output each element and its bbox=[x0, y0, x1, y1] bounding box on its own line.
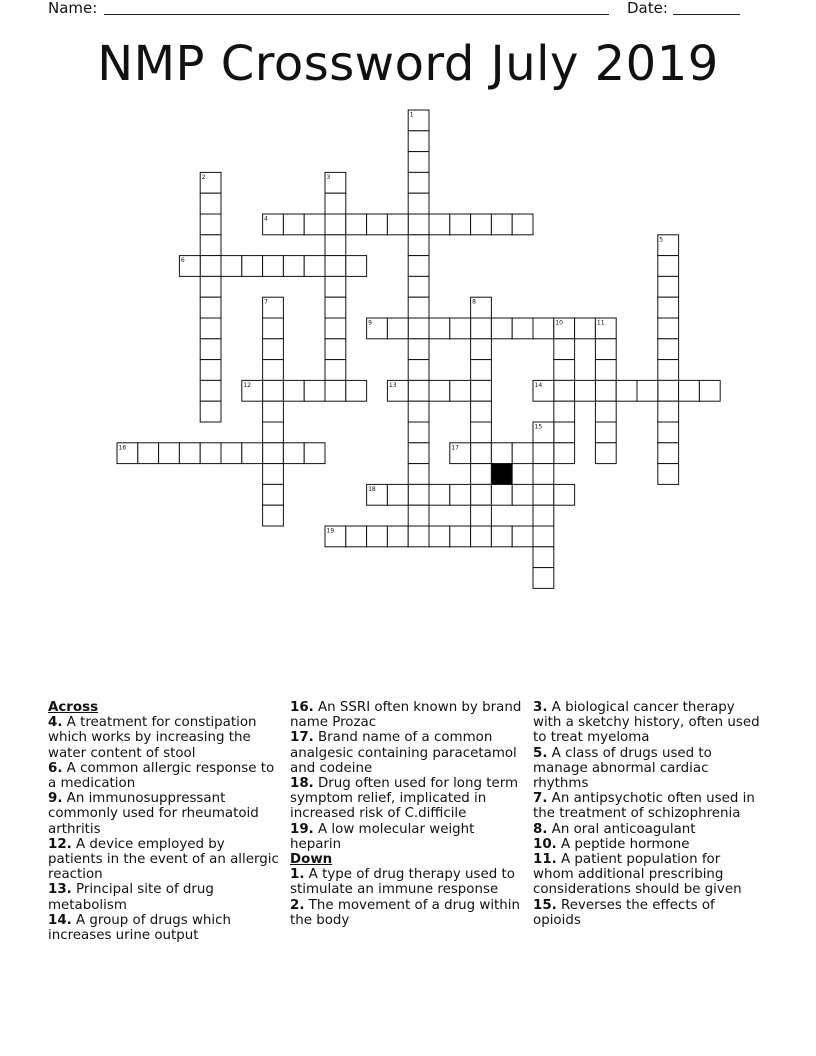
down-clue bbox=[533, 837, 765, 852]
clue-num: 19. bbox=[290, 821, 314, 837]
grid-cell[interactable] bbox=[408, 422, 429, 443]
name-label: Name: bbox=[48, 0, 98, 17]
down-clue bbox=[533, 746, 765, 792]
clue-num: 2. bbox=[290, 897, 305, 913]
down-clue bbox=[533, 822, 765, 837]
clue-text: A treatment for constipation which works by increasing the water content of stool bbox=[48, 715, 257, 761]
grid-cell[interactable] bbox=[575, 318, 596, 339]
grid-cell[interactable] bbox=[595, 401, 616, 422]
grid-cell[interactable] bbox=[491, 484, 512, 505]
grid-cell[interactable] bbox=[658, 256, 679, 277]
grid-cell[interactable] bbox=[471, 464, 492, 485]
grid-cell[interactable] bbox=[595, 339, 616, 360]
grid-cell[interactable] bbox=[554, 380, 575, 401]
grid-cell[interactable] bbox=[471, 360, 492, 381]
grid-cell[interactable] bbox=[408, 276, 429, 297]
across-clue bbox=[290, 822, 522, 852]
grid-cell[interactable] bbox=[242, 443, 263, 464]
across-clue bbox=[48, 913, 280, 943]
grid-cell[interactable] bbox=[387, 318, 408, 339]
clue-number-18: 18 bbox=[368, 485, 376, 493]
clue-num: 3. bbox=[533, 700, 548, 715]
grid-cell[interactable] bbox=[325, 360, 346, 381]
grid-cell[interactable] bbox=[450, 318, 471, 339]
clue-text: Brand name of a common analgesic containing paracetamol and codeine bbox=[290, 730, 517, 776]
grid-cell[interactable] bbox=[325, 214, 346, 235]
grid-cell[interactable] bbox=[554, 484, 575, 505]
grid-cell[interactable] bbox=[263, 360, 284, 381]
grid-cell[interactable] bbox=[200, 360, 221, 381]
clue-number-11: 11 bbox=[596, 319, 605, 327]
grid-cell[interactable] bbox=[533, 464, 554, 485]
clue-text: An immunosuppressant commonly used for rheumatoid arthritis bbox=[48, 791, 259, 837]
date-label: Date: bbox=[627, 0, 668, 17]
grid-cell[interactable] bbox=[408, 401, 429, 422]
grid-cell[interactable] bbox=[595, 422, 616, 443]
grid-cell[interactable] bbox=[263, 443, 284, 464]
grid-cell[interactable] bbox=[263, 339, 284, 360]
grid-cell[interactable] bbox=[387, 214, 408, 235]
clue-text: A common allergic response to a medication bbox=[48, 760, 275, 792]
clue-text: A patient population for whom additional prescribing considerations should be given bbox=[533, 852, 742, 898]
grid-cell[interactable] bbox=[263, 380, 284, 401]
grid-cell[interactable] bbox=[491, 214, 512, 235]
grid-cell[interactable] bbox=[658, 401, 679, 422]
clue-text: A peptide hormone bbox=[556, 836, 690, 852]
clue-number-15: 15 bbox=[534, 423, 543, 431]
grid-cell[interactable] bbox=[429, 380, 450, 401]
grid-cell[interactable] bbox=[200, 443, 221, 464]
grid-cell[interactable] bbox=[325, 339, 346, 360]
clue-num: 12. bbox=[48, 836, 72, 852]
down-clue bbox=[533, 700, 765, 746]
grid-cell[interactable] bbox=[242, 256, 263, 277]
across-clue bbox=[48, 761, 280, 791]
grid-cell[interactable] bbox=[200, 276, 221, 297]
clue-text: Drug often used for long term symptom relief, implicated in increased risk of C.difficile bbox=[290, 776, 519, 822]
across-clue bbox=[48, 791, 280, 837]
clue-num: 18. bbox=[290, 776, 314, 792]
grid-cell[interactable] bbox=[429, 526, 450, 547]
grid-cell[interactable] bbox=[595, 443, 616, 464]
grid-cell[interactable] bbox=[304, 256, 325, 277]
clue-text: A group of drugs which increases urine output bbox=[48, 912, 231, 944]
clue-num: 9. bbox=[48, 791, 63, 807]
grid-cell[interactable] bbox=[471, 526, 492, 547]
grid-cell[interactable] bbox=[595, 360, 616, 381]
down-heading: Down bbox=[290, 852, 333, 868]
grid-cell[interactable] bbox=[491, 443, 512, 464]
across-clue bbox=[290, 700, 522, 730]
grid-cell[interactable] bbox=[512, 526, 533, 547]
across-clue bbox=[48, 715, 280, 761]
clue-number-5: 5 bbox=[659, 236, 664, 244]
grid-cell[interactable] bbox=[533, 547, 554, 568]
grid-cell[interactable] bbox=[408, 214, 429, 235]
grid-cell[interactable] bbox=[263, 422, 284, 443]
grid-cell[interactable] bbox=[304, 380, 325, 401]
grid-cell[interactable] bbox=[387, 484, 408, 505]
clue-num: 8. bbox=[533, 821, 548, 837]
grid-cell[interactable] bbox=[200, 214, 221, 235]
grid-cell[interactable] bbox=[679, 380, 700, 401]
grid-cell[interactable] bbox=[512, 318, 533, 339]
across-clue bbox=[48, 882, 280, 912]
clue-number-10: 10 bbox=[555, 319, 563, 327]
clue-num: 6. bbox=[48, 760, 63, 776]
clue-text: A device employed by patients in the event of an allergic reaction bbox=[48, 836, 279, 883]
grid-cell[interactable] bbox=[471, 401, 492, 422]
grid-cell[interactable] bbox=[533, 443, 554, 464]
grid-cell[interactable] bbox=[200, 380, 221, 401]
clue-number-16: 16 bbox=[118, 444, 127, 452]
clues-column-1 bbox=[48, 700, 280, 943]
grid-cell[interactable] bbox=[450, 526, 471, 547]
grid-cell[interactable] bbox=[658, 339, 679, 360]
clue-num: 13. bbox=[48, 882, 72, 898]
grid-cell[interactable] bbox=[429, 214, 450, 235]
grid-cell[interactable] bbox=[429, 484, 450, 505]
grid-cell[interactable] bbox=[346, 380, 367, 401]
grid-cell[interactable] bbox=[387, 526, 408, 547]
grid-cell[interactable] bbox=[408, 318, 429, 339]
clue-text: The movement of a drug within the body bbox=[290, 897, 520, 928]
grid-cell[interactable] bbox=[450, 214, 471, 235]
clue-num: 4. bbox=[48, 715, 63, 731]
grid-cell[interactable] bbox=[471, 380, 492, 401]
grid-cell[interactable] bbox=[408, 464, 429, 485]
grid-cell[interactable] bbox=[283, 214, 304, 235]
grid-cell[interactable] bbox=[367, 526, 388, 547]
grid-cell[interactable] bbox=[408, 380, 429, 401]
shaded-cell bbox=[491, 464, 512, 485]
grid-cell[interactable] bbox=[263, 505, 284, 526]
grid-cell[interactable] bbox=[325, 318, 346, 339]
grid-cell[interactable] bbox=[554, 401, 575, 422]
grid-cell[interactable] bbox=[471, 214, 492, 235]
grid-cell[interactable] bbox=[200, 193, 221, 214]
grid-cell[interactable] bbox=[429, 318, 450, 339]
clue-num: 16. bbox=[290, 700, 314, 715]
clue-num: 1. bbox=[290, 867, 305, 883]
grid-cell[interactable] bbox=[159, 443, 180, 464]
grid-cell[interactable] bbox=[283, 256, 304, 277]
grid-cell[interactable] bbox=[200, 256, 221, 277]
clue-num: 17. bbox=[290, 730, 314, 746]
clue-text: An oral anticoagulant bbox=[547, 821, 696, 837]
grid-cell[interactable] bbox=[200, 318, 221, 339]
down-clue bbox=[533, 852, 765, 898]
grid-cell[interactable] bbox=[450, 484, 471, 505]
grid-cell[interactable] bbox=[346, 256, 367, 277]
clues-column-2 bbox=[290, 700, 522, 928]
grid-cell[interactable] bbox=[367, 214, 388, 235]
grid-cell[interactable] bbox=[283, 443, 304, 464]
grid-cell[interactable] bbox=[179, 443, 200, 464]
grid-cell[interactable] bbox=[346, 214, 367, 235]
down-clue bbox=[533, 898, 765, 928]
grid-cell[interactable] bbox=[325, 256, 346, 277]
clue-text: A low molecular weight heparin bbox=[290, 821, 475, 852]
grid-cell[interactable] bbox=[325, 276, 346, 297]
grid-cell[interactable] bbox=[533, 505, 554, 526]
grid-cell[interactable] bbox=[554, 339, 575, 360]
clue-text: An SSRI often known by brand name Prozac bbox=[290, 700, 522, 731]
clue-num: 7. bbox=[533, 791, 548, 807]
grid-cell[interactable] bbox=[408, 152, 429, 173]
clue-number-1: 1 bbox=[409, 111, 414, 119]
grid-cell[interactable] bbox=[512, 443, 533, 464]
grid-cell[interactable] bbox=[408, 443, 429, 464]
across-clue bbox=[290, 730, 522, 776]
grid-cell[interactable] bbox=[221, 256, 242, 277]
clue-num: 15. bbox=[533, 897, 557, 913]
grid-cell[interactable] bbox=[554, 422, 575, 443]
grid-cell[interactable] bbox=[200, 297, 221, 318]
clue-text: Reverses the effects of opioids bbox=[533, 897, 715, 928]
clue-number-6: 6 bbox=[180, 257, 185, 265]
grid-cell[interactable] bbox=[408, 256, 429, 277]
clue-number-9: 9 bbox=[368, 319, 372, 327]
grid-cell[interactable] bbox=[408, 131, 429, 152]
grid-cell[interactable] bbox=[595, 380, 616, 401]
grid-cell[interactable] bbox=[533, 568, 554, 589]
grid-cell[interactable] bbox=[512, 484, 533, 505]
grid-cell[interactable] bbox=[658, 443, 679, 464]
grid-cell[interactable] bbox=[575, 380, 596, 401]
down-clue bbox=[290, 867, 522, 897]
grid-cell[interactable] bbox=[408, 235, 429, 256]
grid-cell[interactable] bbox=[408, 526, 429, 547]
grid-cell[interactable] bbox=[658, 422, 679, 443]
clue-num: 11. bbox=[533, 852, 557, 868]
grid-cell[interactable] bbox=[408, 505, 429, 526]
grid-cell[interactable] bbox=[533, 526, 554, 547]
grid-cell[interactable] bbox=[283, 380, 304, 401]
grid-cell[interactable] bbox=[263, 256, 284, 277]
grid-cell[interactable] bbox=[658, 297, 679, 318]
grid-cell[interactable] bbox=[408, 484, 429, 505]
grid-cell[interactable] bbox=[200, 339, 221, 360]
grid-cell[interactable] bbox=[325, 380, 346, 401]
grid-cell[interactable] bbox=[346, 526, 367, 547]
grid-cell[interactable] bbox=[408, 297, 429, 318]
across-clue bbox=[48, 837, 280, 883]
grid-cell[interactable] bbox=[658, 464, 679, 485]
clue-num: 14. bbox=[48, 912, 72, 928]
grid-cell[interactable] bbox=[471, 484, 492, 505]
grid-cell[interactable] bbox=[408, 360, 429, 381]
clues-column-3 bbox=[533, 700, 765, 928]
grid-cell[interactable] bbox=[138, 443, 159, 464]
grid-cell[interactable] bbox=[200, 401, 221, 422]
grid-cell[interactable] bbox=[450, 380, 471, 401]
clue-text: An antipsychotic often used in the treatment of schizophrenia bbox=[533, 791, 755, 822]
grid-cell[interactable] bbox=[658, 380, 679, 401]
grid-cell[interactable] bbox=[221, 443, 242, 464]
grid-cell[interactable] bbox=[699, 380, 720, 401]
grid-cell[interactable] bbox=[325, 235, 346, 256]
grid-cell[interactable] bbox=[471, 422, 492, 443]
clue-number-3: 3 bbox=[326, 173, 331, 181]
clue-num: 10. bbox=[533, 836, 557, 852]
grid-cell[interactable] bbox=[637, 380, 658, 401]
grid-cell[interactable] bbox=[616, 380, 637, 401]
clue-number-2: 2 bbox=[201, 173, 206, 181]
clue-number-8: 8 bbox=[472, 298, 476, 306]
grid-cell[interactable] bbox=[658, 360, 679, 381]
grid-cell[interactable] bbox=[325, 297, 346, 318]
clue-text: Principal site of drug metabolism bbox=[48, 882, 214, 913]
grid-cell[interactable] bbox=[658, 318, 679, 339]
clue-number-4: 4 bbox=[264, 215, 268, 223]
grid-cell[interactable] bbox=[263, 401, 284, 422]
grid-cell[interactable] bbox=[408, 172, 429, 193]
grid-cell[interactable] bbox=[304, 214, 325, 235]
down-clue bbox=[290, 898, 522, 928]
grid-cell[interactable] bbox=[263, 464, 284, 485]
clue-number-19: 19 bbox=[326, 527, 335, 535]
page-title: NMP Crossword July 2019 bbox=[97, 36, 719, 92]
grid-cell[interactable] bbox=[471, 505, 492, 526]
grid-cell[interactable] bbox=[408, 193, 429, 214]
grid-cell[interactable] bbox=[533, 318, 554, 339]
across-heading: Across bbox=[48, 700, 99, 715]
grid-cell[interactable] bbox=[263, 484, 284, 505]
grid-cell[interactable] bbox=[658, 276, 679, 297]
grid-cell[interactable] bbox=[533, 484, 554, 505]
clue-num: 5. bbox=[533, 745, 548, 761]
clue-number-12: 12 bbox=[243, 381, 251, 389]
across-clue bbox=[290, 776, 522, 822]
down-clue bbox=[533, 791, 765, 821]
grid-cell[interactable] bbox=[408, 339, 429, 360]
clue-number-13: 13 bbox=[388, 381, 397, 389]
clue-number-14: 14 bbox=[534, 381, 543, 389]
grid-cell[interactable] bbox=[471, 318, 492, 339]
grid-cell[interactable] bbox=[471, 443, 492, 464]
clue-text: A class of drugs used to manage abnormal cardiac rhythms bbox=[533, 745, 712, 792]
grid-cell[interactable] bbox=[491, 318, 512, 339]
grid-cell[interactable] bbox=[512, 214, 533, 235]
grid-cell[interactable] bbox=[200, 235, 221, 256]
grid-cell[interactable] bbox=[554, 443, 575, 464]
grid-cell[interactable] bbox=[491, 526, 512, 547]
grid-cell[interactable] bbox=[263, 318, 284, 339]
clue-number-17: 17 bbox=[451, 444, 459, 452]
clue-text: A biological cancer therapy with a sketchy history, often used to treat myeloma bbox=[533, 700, 760, 746]
clue-number-7: 7 bbox=[264, 298, 268, 306]
grid-cell[interactable] bbox=[325, 193, 346, 214]
grid-cell[interactable] bbox=[304, 443, 325, 464]
clue-text: A type of drug therapy used to stimulate an immune response bbox=[290, 867, 515, 898]
grid-cell[interactable] bbox=[554, 360, 575, 381]
grid-cell[interactable] bbox=[471, 339, 492, 360]
